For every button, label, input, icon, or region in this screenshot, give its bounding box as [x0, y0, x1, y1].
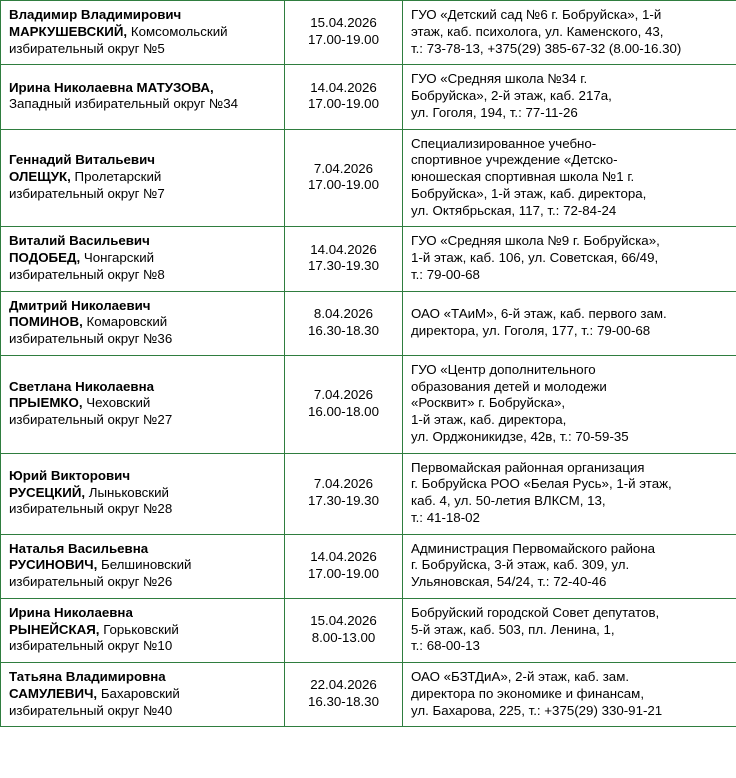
reception-location-line: «Росквит» г. Бобруйска»,	[411, 395, 566, 411]
reception-location-line: юношеская спортивная школа №1 г.	[411, 169, 635, 184]
deputy-surname: МАРКУШЕВСКИЙ,	[9, 23, 128, 39]
reception-location-line: г. Бобруйска, 3-й этаж, каб. 309, ул.	[411, 557, 630, 573]
deputy-name-line	[9, 298, 276, 315]
reception-datetime-cell	[285, 534, 403, 598]
reception-time: 16.30-18.30	[308, 322, 379, 338]
reception-datetime-cell	[285, 65, 403, 129]
deputy-name-line	[9, 152, 276, 169]
reception-datetime-cell	[285, 663, 403, 727]
reception-location-line: этаж, каб. психолога, ул. Каменского, 43,	[411, 23, 664, 39]
deputy-surname: РУСИНОВИЧ,	[9, 557, 98, 573]
reception-location-line: ГУО «Средняя школа №9 г. Бобруйска»,	[411, 233, 660, 249]
reception-location-cell	[403, 355, 736, 453]
deputy-name-bold: Геннадий Витальевич	[9, 152, 155, 168]
deputy-name-line: избирательный округ №8	[9, 266, 165, 282]
deputy-district-name: Чонгарский	[80, 250, 155, 265]
reception-location-line: спортивное учреждение «Детско-	[411, 152, 618, 168]
deputy-name-cell	[1, 291, 285, 355]
deputy-name-line: избирательный округ №27	[9, 412, 173, 427]
reception-time: 17.30-19.30	[308, 493, 379, 508]
reception-date: 8.04.2026	[313, 305, 374, 321]
reception-location-cell	[403, 534, 736, 598]
reception-location-cell	[403, 65, 736, 129]
reception-location-cell	[403, 227, 736, 291]
deputy-name-line: избирательный округ №26	[9, 574, 173, 589]
deputy-name-line	[9, 314, 276, 331]
deputy-name-bold: Юрий Викторович	[9, 467, 131, 483]
deputy-name-line: избирательный округ №5	[9, 40, 165, 56]
reception-location-line: ГУО «Детский сад №6 г. Бобруйска», 1-й	[411, 7, 662, 22]
reception-location-line: г. Бобруйска РОО «Белая Русь», 1-й этаж,	[411, 476, 672, 492]
deputy-name-line	[9, 233, 276, 250]
reception-time: 17.00-19.00	[308, 96, 379, 112]
reception-time: 16.30-18.30	[308, 694, 379, 710]
deputy-name-cell	[1, 355, 285, 453]
reception-time: 16.00-18.00	[308, 403, 379, 419]
deputy-name-bold: Владимир Владимирович	[9, 7, 182, 22]
reception-location-line: Бобруйска», 1-й этаж, каб. директора,	[411, 185, 647, 201]
deputy-name-line	[9, 7, 276, 24]
table-row	[1, 291, 736, 355]
deputy-surname: САМУЛЕВИЧ,	[9, 685, 98, 701]
deputy-name-line	[9, 485, 276, 502]
deputy-name-line	[9, 605, 276, 622]
deputy-name-bold: Наталья Васильевна	[9, 540, 149, 556]
reception-location-cell	[403, 129, 736, 227]
reception-location-line: ОАО «ТАиМ», 6-й этаж, каб. первого зам.	[411, 305, 667, 321]
deputy-name-line: избирательный округ №28	[9, 501, 173, 517]
table-row	[1, 129, 736, 227]
reception-time: 17.00-19.00	[308, 565, 379, 581]
reception-datetime-cell	[285, 227, 403, 291]
reception-location-line: т.: 68-00-13	[411, 638, 480, 654]
deputy-name-cell	[1, 65, 285, 129]
deputy-name-bold: Татьяна Владимировна	[9, 669, 166, 684]
table-row	[1, 453, 736, 534]
reception-time: 8.00-13.00	[311, 629, 376, 645]
reception-location-line: ул. Орджоникидзе, 42в, т.: 70-59-35	[411, 428, 629, 444]
deputy-name-bold: Дмитрий Николаевич	[9, 297, 151, 313]
deputy-name-line: избирательный округ №7	[9, 185, 165, 201]
deputy-name-cell	[1, 129, 285, 227]
deputy-name-cell	[1, 663, 285, 727]
reception-location-cell	[403, 663, 736, 727]
deputy-surname: ОЛЕЩУК,	[9, 169, 71, 184]
reception-date: 14.04.2026	[310, 548, 377, 564]
deputy-district-name: Бахаровский	[97, 685, 180, 701]
deputy-name-bold: Виталий Васильевич	[9, 233, 150, 249]
reception-date: 15.04.2026	[310, 15, 377, 31]
table-row	[1, 534, 736, 598]
deputy-name-cell	[1, 453, 285, 534]
reception-time: 17.30-19.30	[308, 258, 379, 274]
reception-time: 17.00-19.00	[308, 177, 379, 193]
deputy-name-line	[9, 468, 276, 485]
reception-location-cell	[403, 291, 736, 355]
deputy-name-line	[9, 169, 276, 186]
deputy-district-name: Чеховский	[82, 395, 151, 411]
deputy-name-cell	[1, 1, 285, 65]
deputy-surname: ПОДОБЕД,	[9, 250, 81, 265]
deputy-name-bold: Ирина Николаевна МАТУЗОВА,	[9, 79, 214, 95]
reception-location-line: каб. 4, ул. 50-летия ВЛКСМ, 13,	[411, 493, 606, 508]
reception-datetime-cell	[285, 291, 403, 355]
deputy-name-cell	[1, 598, 285, 662]
deputy-district-name: Лыньковский	[85, 484, 169, 500]
reception-datetime-cell	[285, 453, 403, 534]
deputy-surname: ПРЫЕМКО,	[9, 395, 83, 411]
deputy-surname: РУСЕЦКИЙ,	[9, 484, 86, 500]
reception-location-line: т.: 79-00-68	[411, 266, 480, 282]
reception-location-line: ГУО «Средняя школа №34 г.	[411, 71, 588, 87]
reception-date: 7.04.2026	[313, 160, 374, 176]
deputy-name-line	[9, 379, 276, 396]
reception-location-line: образования детей и молодежи	[411, 378, 607, 394]
deputy-name-line	[9, 541, 276, 558]
deputy-surname: РЫНЕЙСКАЯ,	[9, 621, 100, 637]
deputy-name-line	[9, 669, 276, 686]
reception-location-line: ул. Октябрьская, 117, т.: 72-84-24	[411, 202, 617, 218]
reception-location-line: директора по экономике и финансам,	[411, 685, 645, 701]
table-row	[1, 65, 736, 129]
table-row	[1, 598, 736, 662]
table-row	[1, 227, 736, 291]
reception-location-line: ОАО «БЗТДиА», 2-й этаж, каб. зам.	[411, 669, 630, 684]
deputy-name-line: Западный избирательный округ №34	[9, 96, 239, 112]
deputy-district-name: Пролетарский	[70, 169, 162, 184]
deputy-name-cell	[1, 227, 285, 291]
reception-location-line: Бобруйский городской Совет депутатов,	[411, 604, 660, 620]
reception-time: 17.00-19.00	[308, 32, 379, 48]
deputy-district-name: Комаровский	[82, 314, 168, 330]
deputy-name-line	[9, 622, 276, 639]
reception-location-line: 1-й этаж, каб. 106, ул. Советская, 66/49,	[411, 250, 659, 265]
deputy-name-line: избирательный округ №40	[9, 702, 173, 718]
deputy-name-line: избирательный округ №10	[9, 638, 173, 654]
reception-datetime-cell	[285, 1, 403, 65]
reception-location-line: Первомайская районная организация	[411, 459, 645, 475]
reception-date: 14.04.2026	[310, 79, 377, 95]
reception-date: 22.04.2026	[310, 677, 377, 693]
deputy-name-bold: Светлана Николаевна	[9, 378, 155, 394]
reception-location-line: 1-й этаж, каб. директора,	[411, 412, 567, 427]
reception-datetime-cell	[285, 598, 403, 662]
table-row	[1, 663, 736, 727]
reception-location-cell	[403, 1, 736, 65]
reception-location-line: Ульяновская, 54/24, т.: 72-40-46	[411, 574, 607, 589]
reception-location-line: т.: 41-18-02	[411, 509, 480, 525]
reception-date: 14.04.2026	[310, 241, 377, 257]
deputy-name-bold: Ирина Николаевна	[9, 604, 133, 620]
deputy-name-line	[9, 250, 276, 267]
reception-location-line: директора, ул. Гоголя, 177, т.: 79-00-68	[411, 322, 651, 338]
reception-date: 7.04.2026	[313, 386, 374, 402]
reception-location-line: Администрация Первомайского района	[411, 540, 656, 556]
deputy-name-line	[9, 686, 276, 703]
deputy-name-line	[9, 557, 276, 574]
table-row	[1, 1, 736, 65]
reception-location-line: 5-й этаж, каб. 503, пл. Ленина, 1,	[411, 621, 615, 637]
deputy-name-cell	[1, 534, 285, 598]
deputy-name-line	[9, 24, 276, 41]
deputy-district-name: Белшиновский	[97, 557, 192, 573]
reception-location-line: ул. Бахарова, 225, т.: +375(29) 330-91-21	[411, 702, 663, 718]
reception-location-line: ГУО «Центр дополнительного	[411, 361, 596, 377]
reception-location-line: т.: 73-78-13, +375(29) 385-67-32 (8.00-16.30)	[411, 40, 682, 56]
deputy-name-line	[9, 80, 276, 97]
deputy-name-line: избирательный округ №36	[9, 331, 173, 346]
table-body	[1, 1, 736, 727]
reception-datetime-cell	[285, 355, 403, 453]
table-row	[1, 355, 736, 453]
reception-datetime-cell	[285, 129, 403, 227]
deputy-district-name: Комсомольский	[127, 23, 228, 39]
reception-location-line: ул. Гоголя, 194, т.: 77-11-26	[411, 104, 578, 120]
deputy-surname: ПОМИНОВ,	[9, 314, 83, 330]
reception-date: 7.04.2026	[313, 476, 374, 492]
reception-date: 15.04.2026	[310, 613, 377, 629]
reception-location-line: Бобруйска», 2-й этаж, каб. 217а,	[411, 88, 612, 103]
reception-location-line: Специализированное учебно-	[411, 135, 597, 151]
deputy-name-line	[9, 395, 276, 412]
deputy-district-name: Горьковский	[99, 621, 179, 637]
reception-location-cell	[403, 598, 736, 662]
reception-location-cell	[403, 453, 736, 534]
